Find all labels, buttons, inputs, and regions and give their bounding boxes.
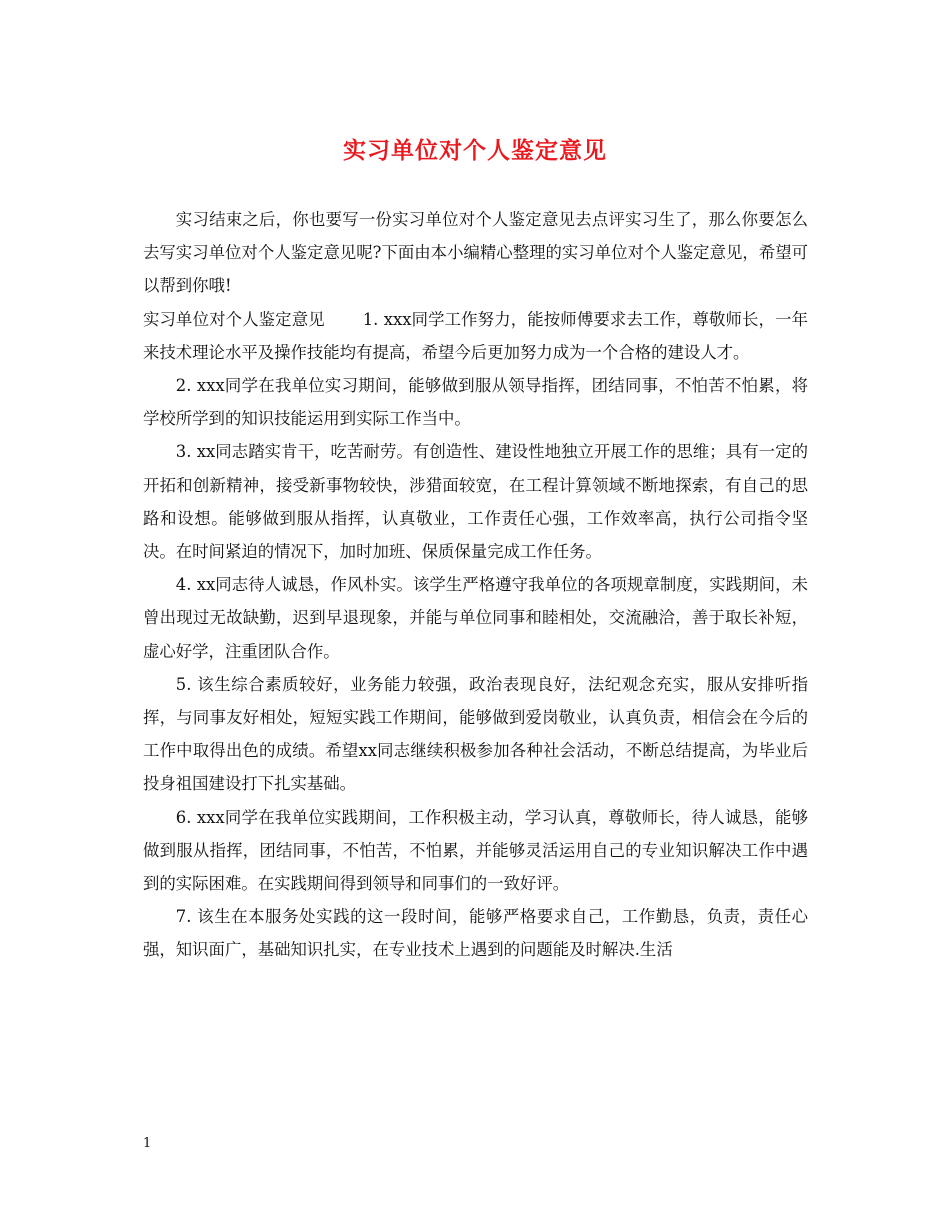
item-paragraph-2: 2. xxx同学在我单位实习期间，能够做到服从领导指挥，团结同事，不怕苦不怕累，将学校所学到的知识技能运用到实际工作当中。 [143,376,808,429]
page-number: 1 [143,1136,152,1151]
item-paragraph-1 [143,303,808,369]
document-body [143,203,808,967]
item-paragraph-5: 5. 该生综合素质较好，业务能力较强，政治表现良好，法纪观念充实，服从安排听指挥，与同事友好相处，短短实践工作期间，能够做到爱岗敬业，认真负责，相信会在今后的工作中取得出色的成绩。希望xx同志继续积极参加各种社会活动，不断总结提高，为毕业后投身祖国建设打下扎实基础。 [143,674,808,794]
item-paragraph-4: 4. xx同志待人诚恳，作风朴实。该学生严格遵守我单位的各项规章制度，实践期间，未曾出现过无故缺勤，迟到早退现象，并能与单位同事和睦相处，交流融洽，善于取长补短，虚心好学，注重团队合作。 [143,575,808,661]
item-paragraph-6: 6. xxx同学在我单位实践期间，工作积极主动，学习认真，尊敬师长，待人诚恳，能够做到服从指挥，团结同事，不怕苦，不怕累，并能够灵活运用自己的专业知识解决工作中遇到的实际困难。在实践期间得到领导和同事们的一致好评。 [143,807,808,894]
intro-paragraph: 实习结束之后，你也要写一份实习单位对个人鉴定意见去点评实习生了，那么你要怎么去写实习单位对个人鉴定意见呢?下面由本小编精心整理的实习单位对个人鉴定意见，希望可以帮到你哦! [143,210,808,296]
item-paragraph-7: 7. 该生在本服务处实践的这一段时间，能够严格要求自己，工作勤恳，负责，责任心强，知识面广，基础知识扎实，在专业技术上遇到的问题能及时解决.生活 [143,907,808,960]
item-text-1: 1. xxx同学工作努力，能按师傅要求去工作，尊敬师长，一年来技术理论水平及操作技能均有提高，希望今后更加努力成为一个合格的建设人才。 [143,309,808,362]
section-label: 实习单位对个人鉴定意见 [143,309,325,329]
page-title: 实习单位对个人鉴定意见 [343,137,607,164]
item-paragraph-3: 3. xx同志踏实肯干，吃苦耐劳。有创造性、建设性地独立开展工作的思维；具有一定的开拓和创新精神，接受新事物较快，涉猎面较宽，在工程计算领域不断地探索，有自己的思路和设想。能够做到服从指挥，认真敬业，工作责任心强，工作效率高，执行公司指令坚决。在时间紧迫的情况下，加时加班、保质保量完成工作任务。 [143,442,808,562]
